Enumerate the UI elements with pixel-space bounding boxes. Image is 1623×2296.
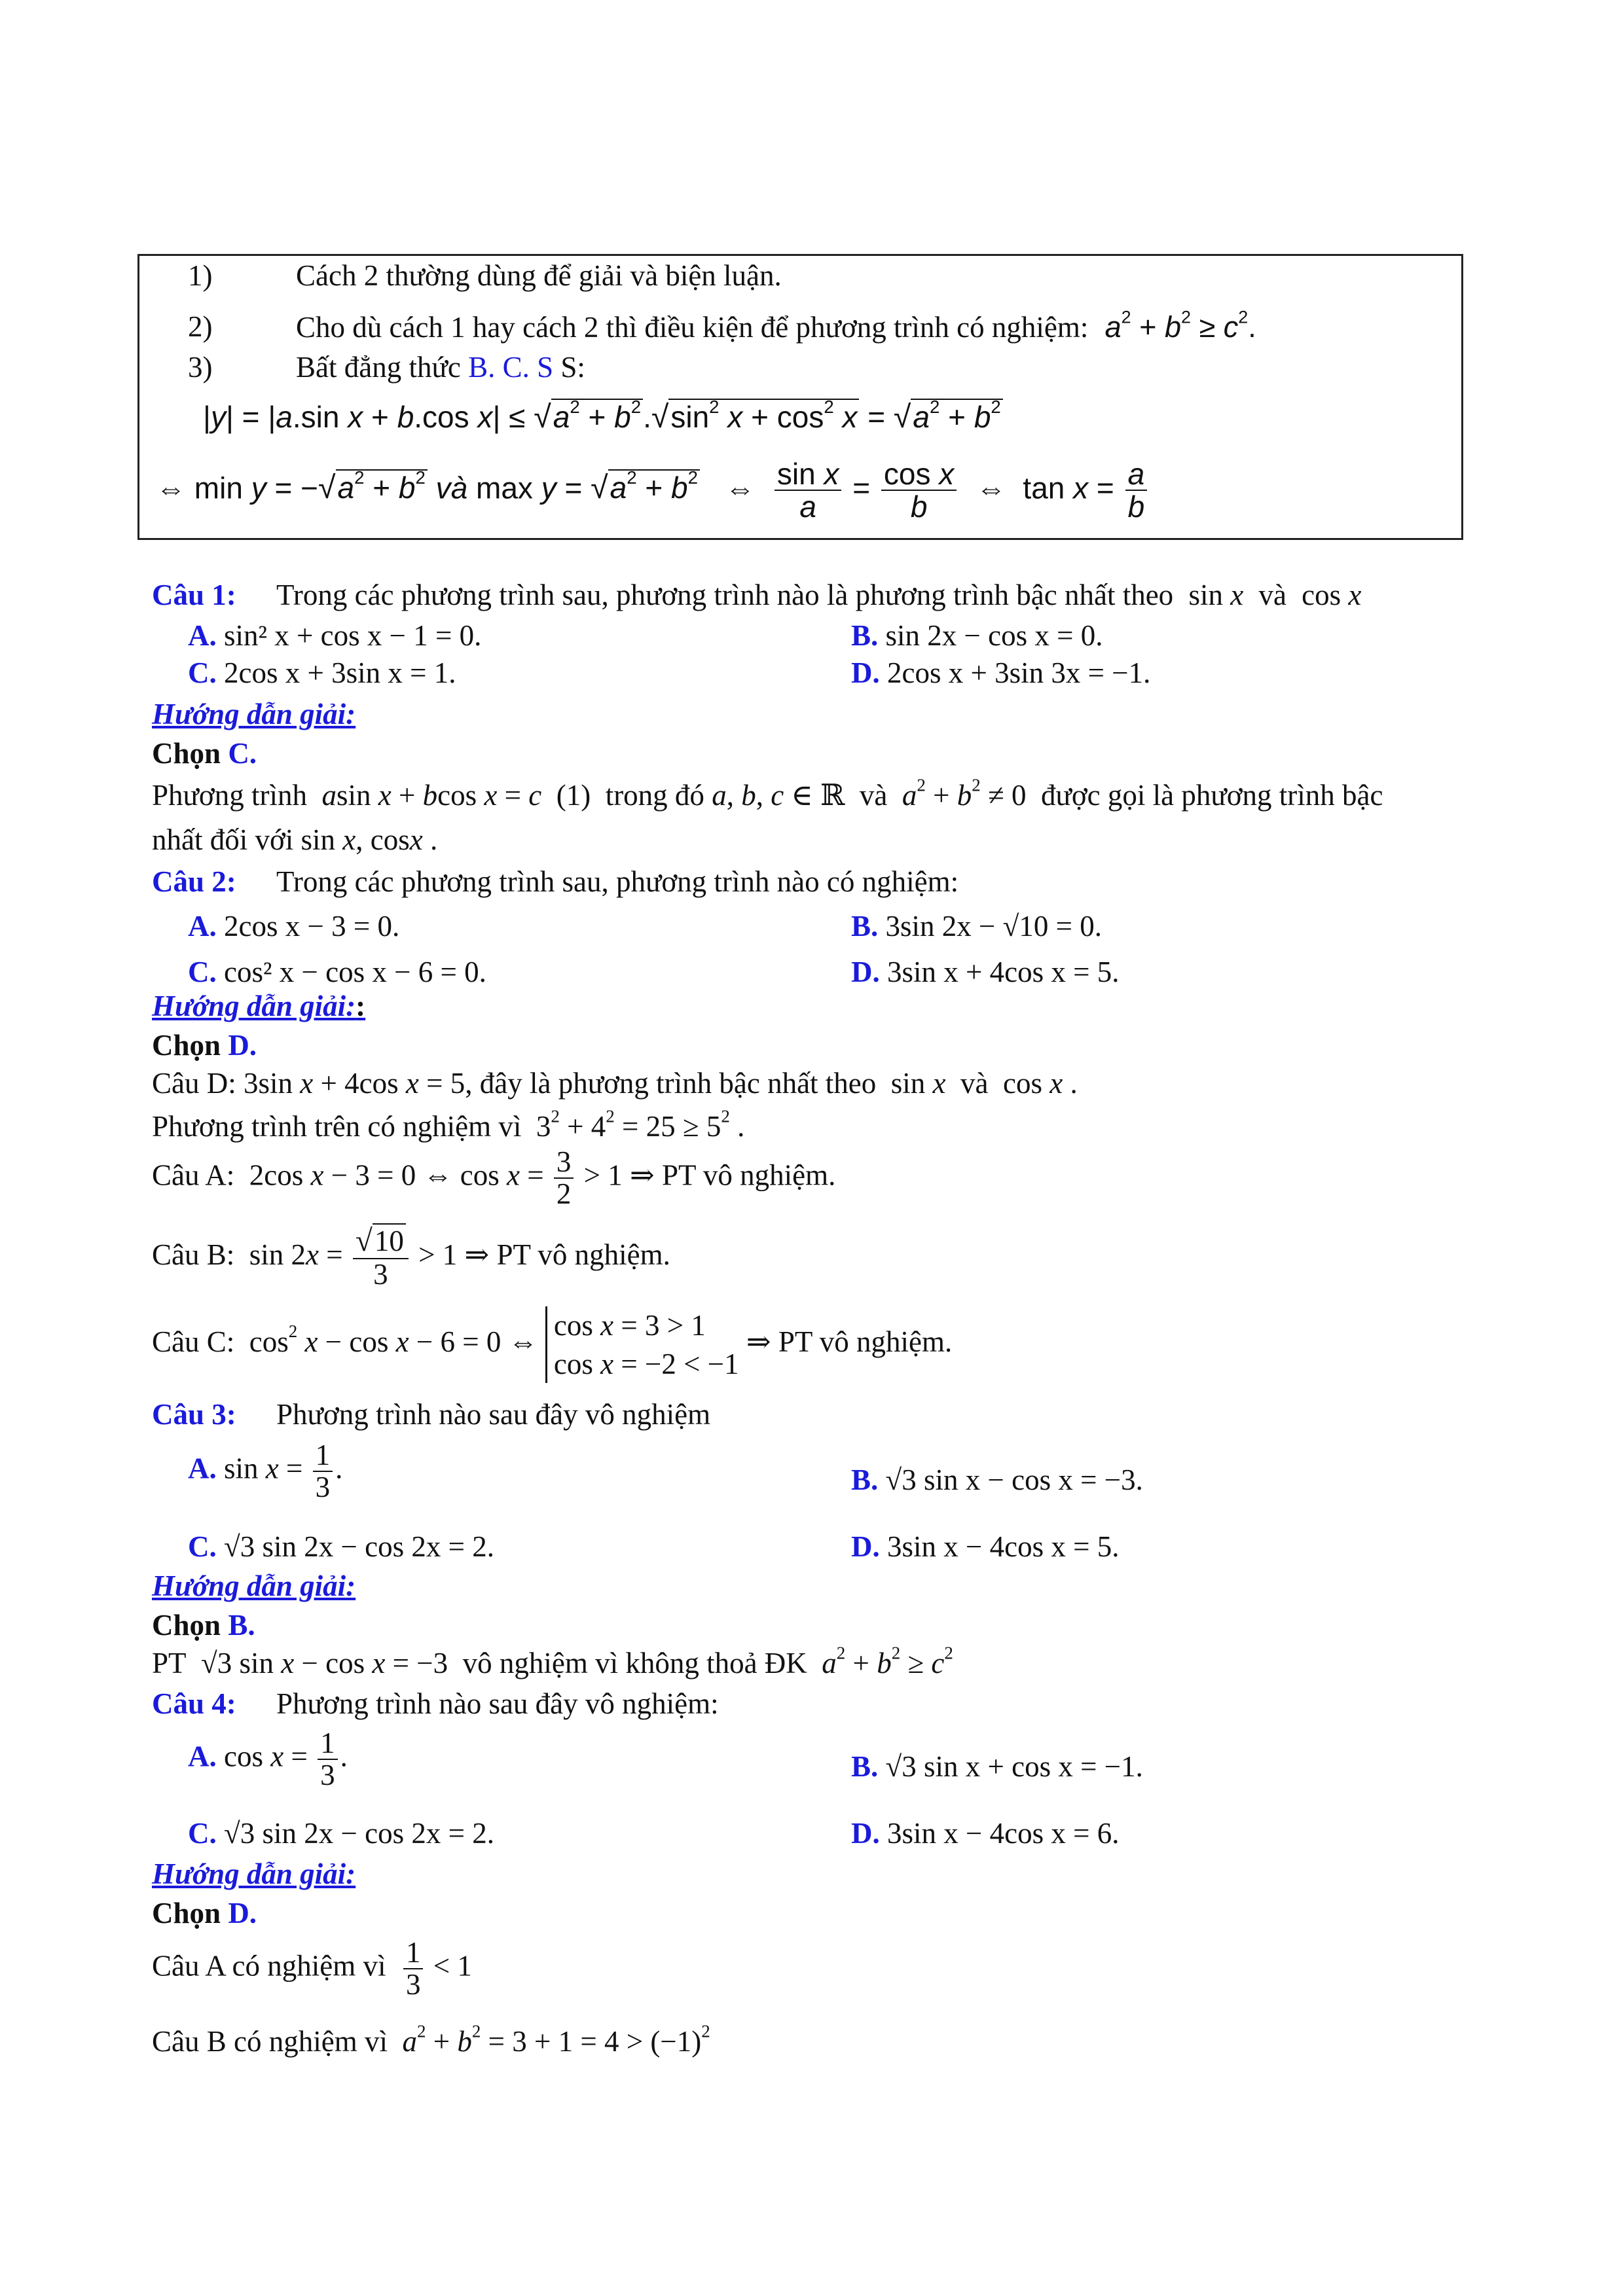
q1-option-d[interactable]: D. 2cos x + 3sin 3x = −1. bbox=[851, 656, 1151, 689]
q3-option-d[interactable]: D. 3sin x − 4cos x = 5. bbox=[851, 1530, 1120, 1563]
q4-guide: Hướng dẫn giải: bbox=[152, 1857, 356, 1890]
q2-explain-a: Câu A: 2cos x − 3 = 0 ⇔ cos x = $\frac{3}{2}$ > 1 ⇒ PT vô nghiệm. bbox=[152, 1145, 836, 1211]
q3-option-c[interactable]: C. √3 sin 2x − cos 2x = 2. bbox=[188, 1530, 494, 1563]
q4-option-c[interactable]: C. √3 sin 2x − cos 2x = 2. bbox=[188, 1817, 494, 1850]
box-item-1: Cách 2 thường dùng để giải và biện luận. bbox=[296, 259, 782, 292]
q4-explain-a: Câu A có nghiệm vì $\frac{1}{3}$ < 1 bbox=[152, 1936, 472, 2001]
q2-option-c[interactable]: C. cos² x − cos x − 6 = 0. bbox=[188, 956, 486, 988]
q2-option-d[interactable]: D. 3sin x + 4cos x = 5. bbox=[851, 956, 1120, 988]
q3-choice: Chọn B. bbox=[152, 1609, 255, 1641]
q3-explain: PT √3 sin x − cos x = −3 vô nghiệm vì không thoả ĐK $a^2 + b^2 \ge c^2$ bbox=[152, 1643, 953, 1679]
q4-option-b[interactable]: B. √3 sin x + cos x = −1. bbox=[851, 1750, 1143, 1783]
q2-choice: Chọn D. bbox=[152, 1029, 257, 1062]
q2-line: Câu 2: Trong các phương trình sau, phương trình nào có nghiệm: bbox=[152, 865, 959, 898]
q1-line: Câu 1: Trong các phương trình sau, phương trình nào là phương trình bậc nhất theo sin x và cos x bbox=[152, 579, 1362, 611]
q2-explain-d: Câu D: 3sin x + 4cos x = 5, đây là phương trình bậc nhất theo sin x và cos x . bbox=[152, 1067, 1078, 1100]
q1-option-a[interactable]: A. sin² x + cos x − 1 = 0. bbox=[188, 619, 482, 652]
q2-explain-c: Câu C: $\cos^2 x - \cos x - 6 = 0$ ⇔ cos x = 3 > 1 cos x = −2 < −1 ⇒ PT vô nghiệm. bbox=[152, 1306, 952, 1383]
q1-explain-1: Phương trình asin x + bcos x = c (1) trong đó a, b, c ∈ ℝ và $a^2 + b^2 \ne 0$ được gọi là phương trình bậc bbox=[152, 775, 1383, 812]
q3-option-b[interactable]: B. √3 sin x − cos x = −3. bbox=[851, 1463, 1143, 1496]
q2-guide: Hướng dẫn giải:: bbox=[152, 990, 366, 1022]
q2-explain-2: Phương trình trên có nghiệm vì $3^2 + 4^2 = 25 \ge 5^2$ . bbox=[152, 1106, 745, 1143]
box-num-1: 1) bbox=[188, 259, 213, 292]
q2-option-b[interactable]: B. 3sin 2x − √10 = 0. bbox=[851, 910, 1102, 942]
q4-line: Câu 4: Phương trình nào sau đây vô nghiệm: bbox=[152, 1687, 719, 1720]
box-num-2: 2) bbox=[188, 310, 213, 343]
box-item-2: Cho dù cách 1 hay cách 2 thì điều kiện để phương trình có nghiệm: $a^2 + b^2 \ge c^2$. bbox=[296, 307, 1256, 344]
cbs-inequality: |y| = |a.sin x + b.cos $x| \le √a^2 + b^2.√\sin^2$ $x + \cos^2 x = √a^2 + b^2$ bbox=[203, 399, 1003, 436]
q3-line: Câu 3: Phương trình nào sau đây vô nghiệm bbox=[152, 1398, 711, 1431]
q1-choice: Chọn C. bbox=[152, 737, 257, 770]
min-max-equation: ⇔ $\min y = -√a^2 + b^2$ và $\max y = √a^2 + b^2$ ⇔ $\frac{\text{sin x}}{a}$ = $\frac{\text{cos x}}{b}$ ⇔ tan x = $\frac{a}{b}$ bbox=[156, 458, 1150, 523]
q2-explain-b: Câu B: sin 2x = $\frac{√10}{3}$ > 1 ⇒ PT vô nghiệm. bbox=[152, 1224, 670, 1291]
q1-explain-2: nhất đối với sin x, cosx . bbox=[152, 823, 438, 856]
q1-guide: Hướng dẫn giải: bbox=[152, 698, 356, 730]
q4-option-a[interactable]: A. cos x = $\frac{1}{3}$ . bbox=[188, 1727, 348, 1792]
q2-option-a[interactable]: A. 2cos x − 3 = 0. bbox=[188, 910, 400, 942]
q4-choice: Chọn D. bbox=[152, 1897, 257, 1929]
q4-explain-b: Câu B có nghiệm vì $a^2 + b^2 = 3 + 1 = 4 > (-1)^2$ bbox=[152, 2021, 710, 2058]
q1-option-c[interactable]: C. 2cos x + 3sin x = 1. bbox=[188, 656, 456, 689]
q3-option-a[interactable]: A. sin x = $\frac{1}{3}$ . bbox=[188, 1439, 343, 1504]
box-num-3: 3) bbox=[188, 351, 213, 384]
q3-guide: Hướng dẫn giải: bbox=[152, 1570, 356, 1602]
q4-option-d[interactable]: D. 3sin x − 4cos x = 6. bbox=[851, 1817, 1120, 1850]
box-item-3: Bất đẳng thức B. C. S S: bbox=[296, 351, 585, 384]
q1-option-b[interactable]: B. sin 2x − cos x = 0. bbox=[851, 619, 1103, 652]
